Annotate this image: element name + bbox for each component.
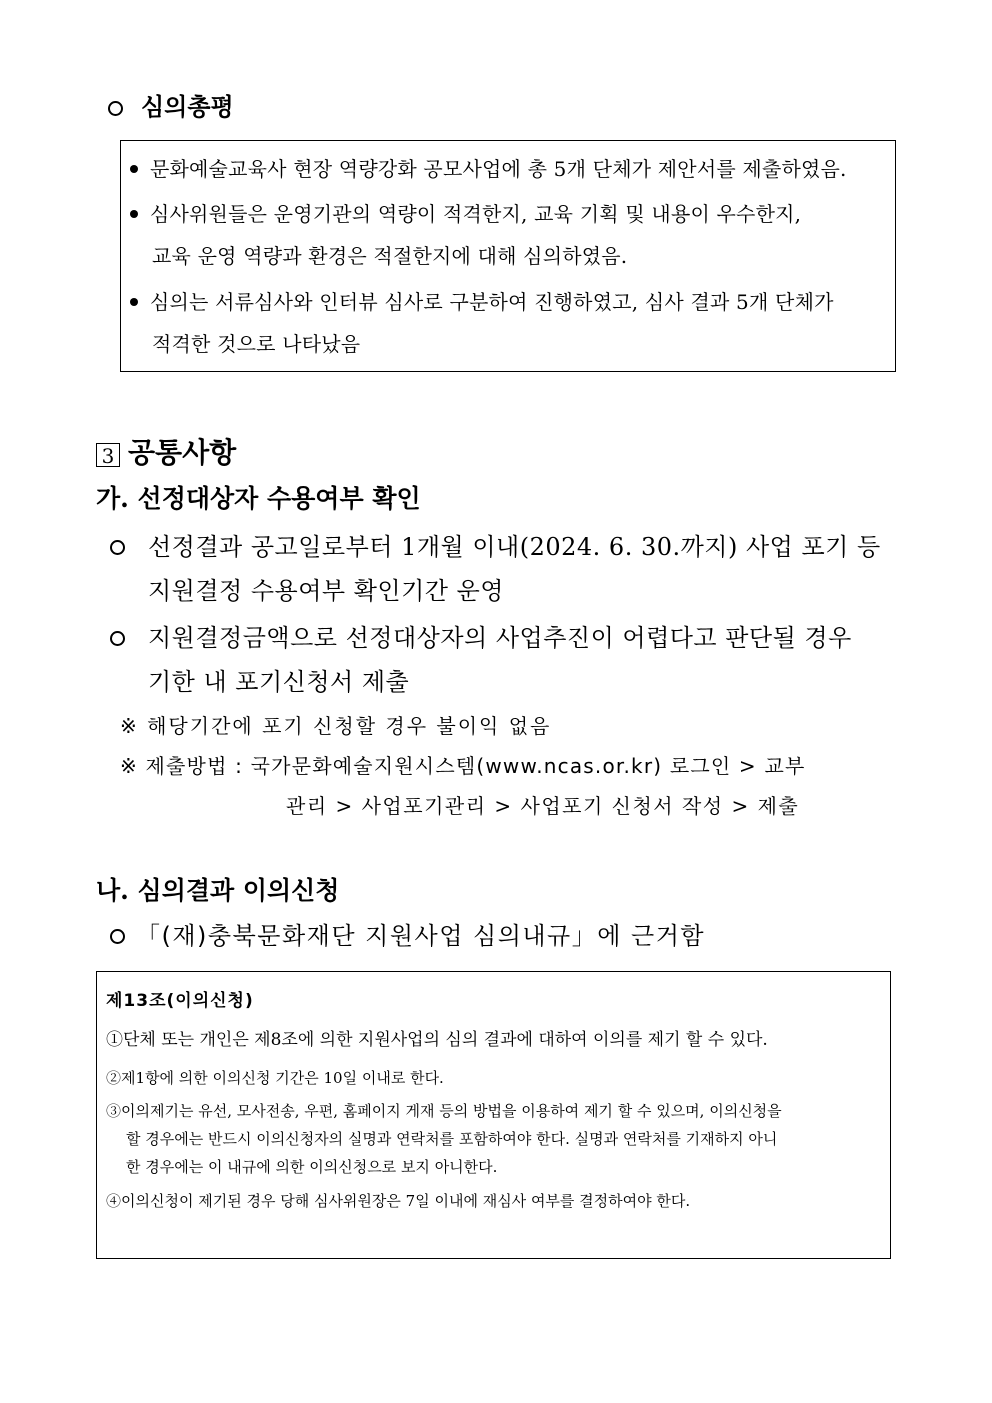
circle-bullet-icon <box>108 101 123 116</box>
ga-item-2: 지원결정금액으로 선정대상자의 사업추진이 어렵다고 판단될 경우 <box>148 624 852 652</box>
circle-bullet-icon <box>110 929 125 944</box>
rule-line-4: ④이의신청이 제기된 경우 당해 심사위원장은 7일 이내에 재심사 여부를 결정하여야 한다. <box>106 1192 691 1210</box>
subsection-title-ga: 가. 선정대상자 수용여부 확인 <box>96 484 421 513</box>
review-bullet-3: 심의는 서류심사와 인터뷰 심사로 구분하여 진행하였고, 심사 결과 5개 단체가 <box>150 290 834 314</box>
bullet-icon <box>130 210 138 218</box>
review-bullet-1: 문화예술교육사 현장 역량강화 공모사업에 총 5개 단체가 제안서를 제출하였음. <box>150 157 847 181</box>
section-title: 공통사항 <box>128 436 237 469</box>
rule-line-2: ②제1항에 의한 이의신청 기간은 10일 이내로 한다. <box>106 1069 444 1087</box>
ga-note-2-cont: 관리 > 사업포기관리 > 사업포기 신청서 작성 > 제출 <box>286 794 800 818</box>
rule-line-3-cont2: 한 경우에는 이 내규에 의한 이의신청으로 보지 아니한다. <box>126 1158 498 1176</box>
rule-line-3-cont: 할 경우에는 반드시 이의신청자의 실명과 연락처를 포함하여야 한다. 실명과 연락처를 기재하지 아니 <box>126 1130 778 1148</box>
bullet-icon <box>130 298 138 306</box>
subsection-title-na: 나. 심의결과 이의신청 <box>96 876 340 905</box>
ga-note-1: ※ 해당기간에 포기 신청할 경우 불이익 없음 <box>120 714 552 738</box>
review-bullet-3-cont: 적격한 것으로 나타났음 <box>152 332 361 356</box>
rule-line-1: ①단체 또는 개인은 제8조에 의한 지원사업의 심의 결과에 대하여 이의를 제기 할 수 있다. <box>106 1030 768 1050</box>
review-bullet-2-cont: 교육 운영 역량과 환경은 적절한지에 대해 심의하였음. <box>152 244 628 268</box>
section-title: 심의총평 <box>141 92 234 121</box>
circle-bullet-icon <box>110 631 125 646</box>
section-heading-review <box>108 92 234 122</box>
rule-line-3: ③이의제기는 유선, 모사전송, 우편, 홈페이지 게재 등의 방법을 이용하여 제기 할 수 있으며, 이의신청을 <box>106 1102 782 1120</box>
bullet-icon <box>130 165 138 173</box>
ga-item-1: 선정결과 공고일로부터 1개월 이내(2024. 6. 30.까지) 사업 포기 등 <box>148 533 881 561</box>
review-bullet-2: 심사위원들은 운영기관의 역량이 적격한지, 교육 기획 및 내용이 우수한지, <box>150 202 802 226</box>
na-item: 「(재)충북문화재단 지원사업 심의내규」에 근거함 <box>136 922 706 950</box>
ga-note-2: ※ 제출방법 : 국가문화예술지원시스템(www.ncas.or.kr) 로그인 > 교부 <box>120 754 806 778</box>
ga-item-2-cont: 기한 내 포기신청서 제출 <box>148 668 410 696</box>
section-number: 3 <box>96 443 120 467</box>
rule-title: 제13조(이의신청) <box>106 991 254 1011</box>
ga-item-1-cont: 지원결정 수용여부 확인기간 운영 <box>148 577 504 605</box>
circle-bullet-icon <box>110 540 125 555</box>
section-heading-common <box>96 436 236 470</box>
